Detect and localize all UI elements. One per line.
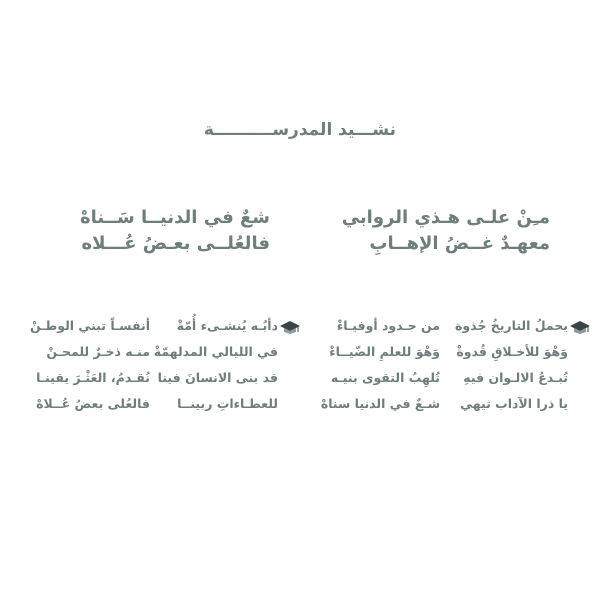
stanza-left [20,313,300,417]
intro-right-column [320,205,550,257]
intro-line: معهـدٌ غــضُ الإهــابِ [369,233,550,254]
intro-line: شعٌ في الدنيــا سَــناهْ [79,207,270,228]
verse-line: من جـدود أوفيـاءْ [336,318,440,333]
verse-line: وَهْوَ للعلمِ الضّيــاءْ [329,344,440,359]
verse-row [310,339,590,365]
verse-row [20,339,300,365]
stanza-right [310,313,590,417]
verse-row [20,391,300,417]
verse-line: أنفسـاً تبني الوطـنْ [29,318,150,333]
verse-line: منـه ذخـرٌ للمحـنْ [46,344,150,359]
verse-line: دأبُـه يُنشـىء أُمّةْ [176,318,278,333]
verse-line: تُبـدعُ الالـوان فيهِ [463,370,568,385]
verse-row [20,313,300,339]
verse-row [310,313,590,339]
verse-line: نُقـدمُ، العَثْـرَ يقينـا [36,370,150,385]
verse-line: شـعٌ في الدنيا سناهْ [320,396,440,411]
verse-line: وَهْوَ للأخـلاقِ قُدوةْ [456,344,568,359]
page-title: نشـــيد المدرســــــــــة [203,120,397,140]
intro-left-column [40,205,270,257]
verse-line: يا ذرا الآداب تيهي [460,396,568,411]
verse-line: في الليالي المدلهمّةْ [153,344,278,359]
verse-line: تُلهِبُ التقوى بنيـه [330,370,440,385]
verse-line: فالعُلى بعضُ عُــلاهْ [36,396,150,411]
verse-row [20,365,300,391]
verse-row [310,365,590,391]
intro-line: فالعُلــى بعـضُ عُـــلاه [81,233,270,254]
verse-row [310,391,590,417]
intro-line: مـِنْ علـى هـذي الروابي [341,207,550,228]
verse-line: يحملُ التاريخُ جُذوة [455,318,568,333]
verse-line: قد بنى الانسانَ فينا [157,370,278,385]
verse-line: للعطـاءاتِ ربينــا [177,396,278,411]
